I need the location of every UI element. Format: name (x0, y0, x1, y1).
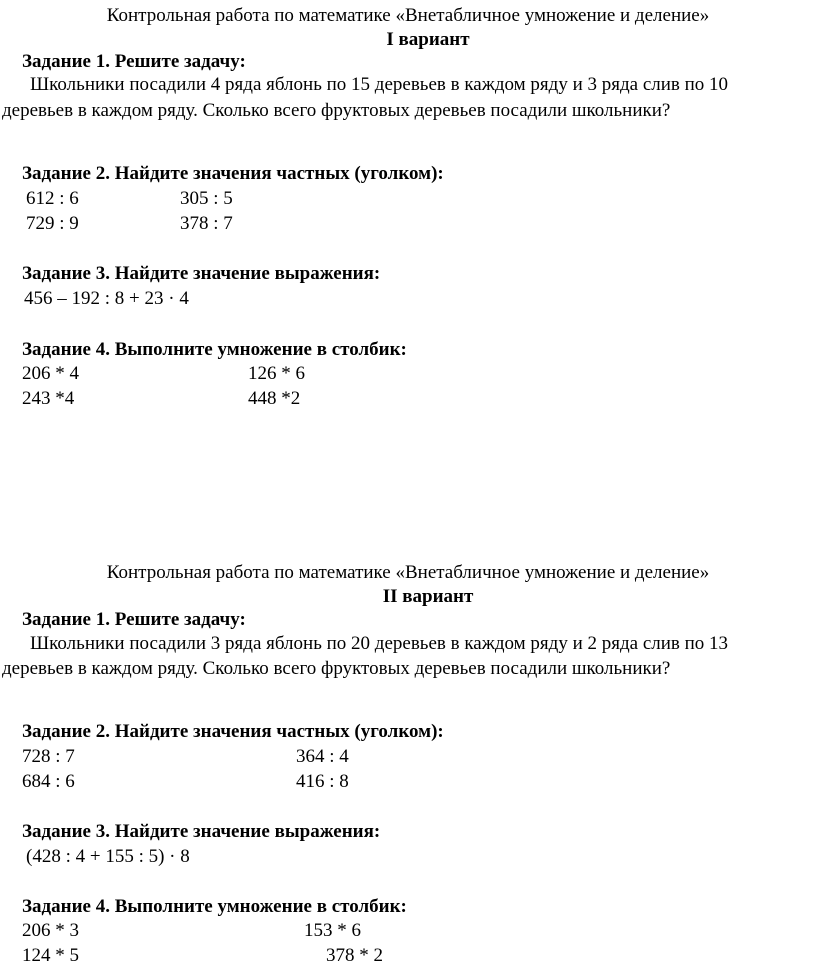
variant-2-task2-item: 364 : 4 (296, 746, 349, 767)
variant-1-task2-item: 729 : 9 (26, 213, 79, 234)
variant-2-task1-text-line2: деревьев в каждом ряду. Сколько всего фруктовых деревьев посадили школьники? (2, 658, 671, 679)
variant-2-task2-item: 416 : 8 (296, 771, 349, 792)
variant-1-task2-item: 305 : 5 (180, 188, 233, 209)
variant-1-task2-heading: Задание 2. Найдите значения частных (уголком): (22, 163, 444, 184)
variant-1-task4-item: 126 * 6 (248, 363, 305, 384)
variant-1-task4-item: 243 *4 (22, 388, 75, 409)
variant-2-task4-item: 153 * 6 (304, 920, 361, 941)
variant-2-task1-text-line1: Школьники посадили 3 ряда яблонь по 20 деревьев в каждом ряду и 2 ряда слив по 13 (30, 633, 729, 654)
variant-2-task2-item: 728 : 7 (22, 746, 75, 767)
variant-2-task2-heading: Задание 2. Найдите значения частных (уголком): (22, 721, 444, 742)
variant-1-task3-heading: Задание 3. Найдите значение выражения: (22, 263, 381, 284)
variant-1-task2-item: 378 : 7 (180, 213, 233, 234)
variant-2-title: Контрольная работа по математике «Внетабличное умножение и деление» (106, 562, 710, 583)
variant-1-task1-text-line2: деревьев в каждом ряду. Сколько всего фруктовых деревьев посадили школьники? (2, 100, 671, 121)
variant-2-task4-item: 206 * 3 (22, 920, 79, 941)
variant-1-task4-item: 448 *2 (248, 388, 301, 409)
variant-1-task4-heading: Задание 4. Выполните умножение в столбик: (22, 339, 407, 360)
variant-1-label: I вариант (386, 29, 470, 50)
variant-1-title: Контрольная работа по математике «Внетабличное умножение и деление» (106, 5, 710, 26)
variant-1-task2-item: 612 : 6 (26, 188, 79, 209)
variant-2-task2-item: 684 : 6 (22, 771, 75, 792)
variant-2-task4-item: 378 * 2 (326, 945, 383, 966)
variant-1-task3-expression: 456 – 192 : 8 + 23 · 4 (24, 288, 189, 309)
variant-2-task1-heading: Задание 1. Решите задачу: (22, 609, 246, 630)
variant-1-task1-text-line1: Школьники посадили 4 ряда яблонь по 15 деревьев в каждом ряду и 3 ряда слив по 10 (30, 74, 729, 95)
variant-1-task1-heading: Задание 1. Решите задачу: (22, 51, 246, 72)
variant-2-label: II вариант (382, 586, 474, 607)
variant-2-task4-heading: Задание 4. Выполните умножение в столбик: (22, 896, 407, 917)
variant-2-task3-expression: (428 : 4 + 155 : 5) · 8 (26, 846, 190, 867)
variant-1-task4-item: 206 * 4 (22, 363, 79, 384)
variant-2-task3-heading: Задание 3. Найдите значение выражения: (22, 821, 381, 842)
variant-2-task4-item: 124 * 5 (22, 945, 79, 966)
